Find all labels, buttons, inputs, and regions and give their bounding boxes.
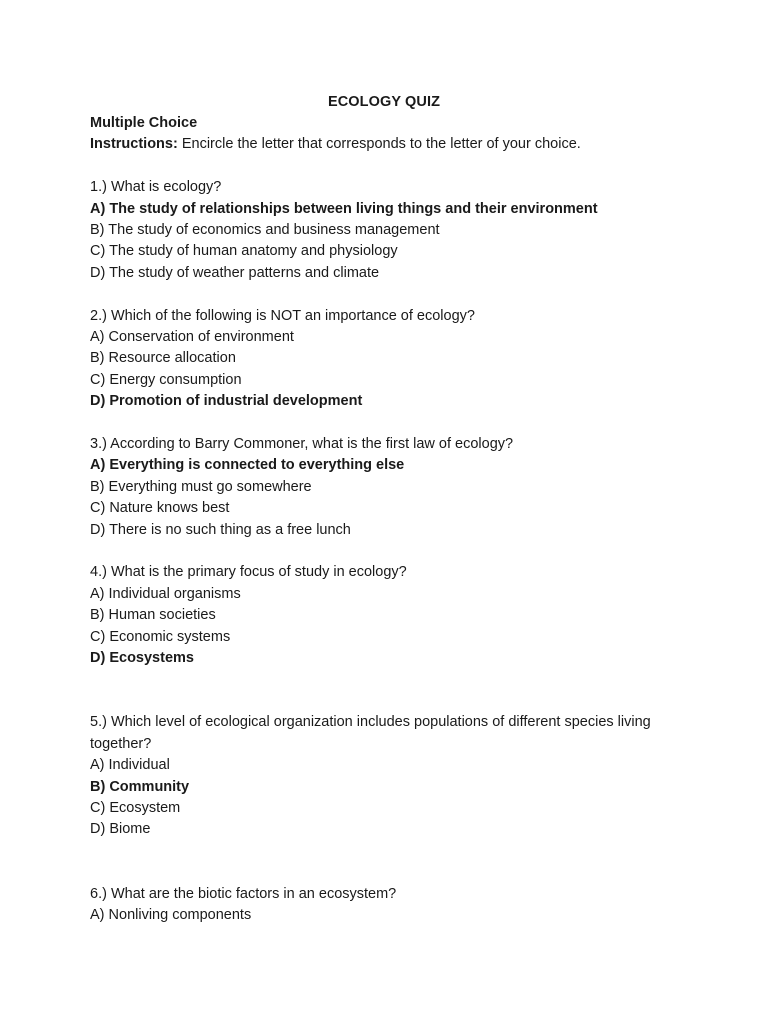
- answer-option: A) Everything is connected to everything else: [90, 457, 405, 474]
- answer-option: A) Conservation of environment: [90, 329, 294, 346]
- answer-option: A) The study of relationships between living things and their environment: [90, 200, 598, 217]
- answer-option: D) Ecosystems: [90, 650, 194, 667]
- answer-option: B) Everything must go somewhere: [90, 478, 312, 495]
- answer-option: D) The study of weather patterns and climate: [90, 264, 380, 281]
- answer-option: C) Ecosystem: [90, 799, 181, 816]
- answer-option: B) The study of economics and business management: [90, 222, 440, 239]
- quiz-body: [90, 113, 680, 926]
- page-title: ECOLOGY QUIZ: [327, 94, 441, 110]
- section-heading: Multiple Choice: [90, 115, 198, 131]
- answer-option: A) Individual organisms: [90, 585, 241, 602]
- instructions-text: Encircle the letter that corresponds to the letter of your choice.: [177, 136, 581, 153]
- answer-option: C) Energy consumption: [90, 371, 242, 388]
- answer-option: A) Individual: [90, 757, 170, 774]
- question-prompt: 6.) What are the biotic factors in an ecosystem?: [90, 885, 397, 902]
- question-prompt: 5.) Which level of ecological organization includes populations of different species living together?: [90, 714, 651, 752]
- answer-option: B) Human societies: [90, 607, 216, 624]
- question-2: [90, 306, 680, 413]
- question-prompt: 4.) What is the primary focus of study in ecology?: [90, 564, 407, 581]
- question-4: [90, 562, 680, 669]
- answer-option: D) Biome: [90, 821, 151, 838]
- question-1: [90, 177, 680, 284]
- instructions: [90, 134, 680, 155]
- answer-option: C) Nature knows best: [90, 500, 230, 517]
- answer-option: C) Economic systems: [90, 628, 231, 645]
- question-prompt: 2.) Which of the following is NOT an importance of ecology?: [90, 307, 475, 324]
- question-6: [90, 884, 680, 927]
- answer-option: D) There is no such thing as a free lunch: [90, 521, 351, 538]
- answer-option: B) Resource allocation: [90, 350, 236, 367]
- instructions-label: Instructions:: [90, 136, 178, 153]
- answer-option: B) Community: [90, 778, 190, 795]
- question-prompt: 3.) According to Barry Commoner, what is the first law of ecology?: [90, 436, 514, 453]
- question-3: [90, 434, 680, 541]
- question-prompt: 1.) What is ecology?: [90, 179, 222, 196]
- question-5: [90, 712, 680, 840]
- answer-option: A) Nonliving components: [90, 906, 252, 923]
- answer-option: D) Promotion of industrial development: [90, 393, 363, 410]
- answer-option: C) The study of human anatomy and physiology: [90, 243, 398, 260]
